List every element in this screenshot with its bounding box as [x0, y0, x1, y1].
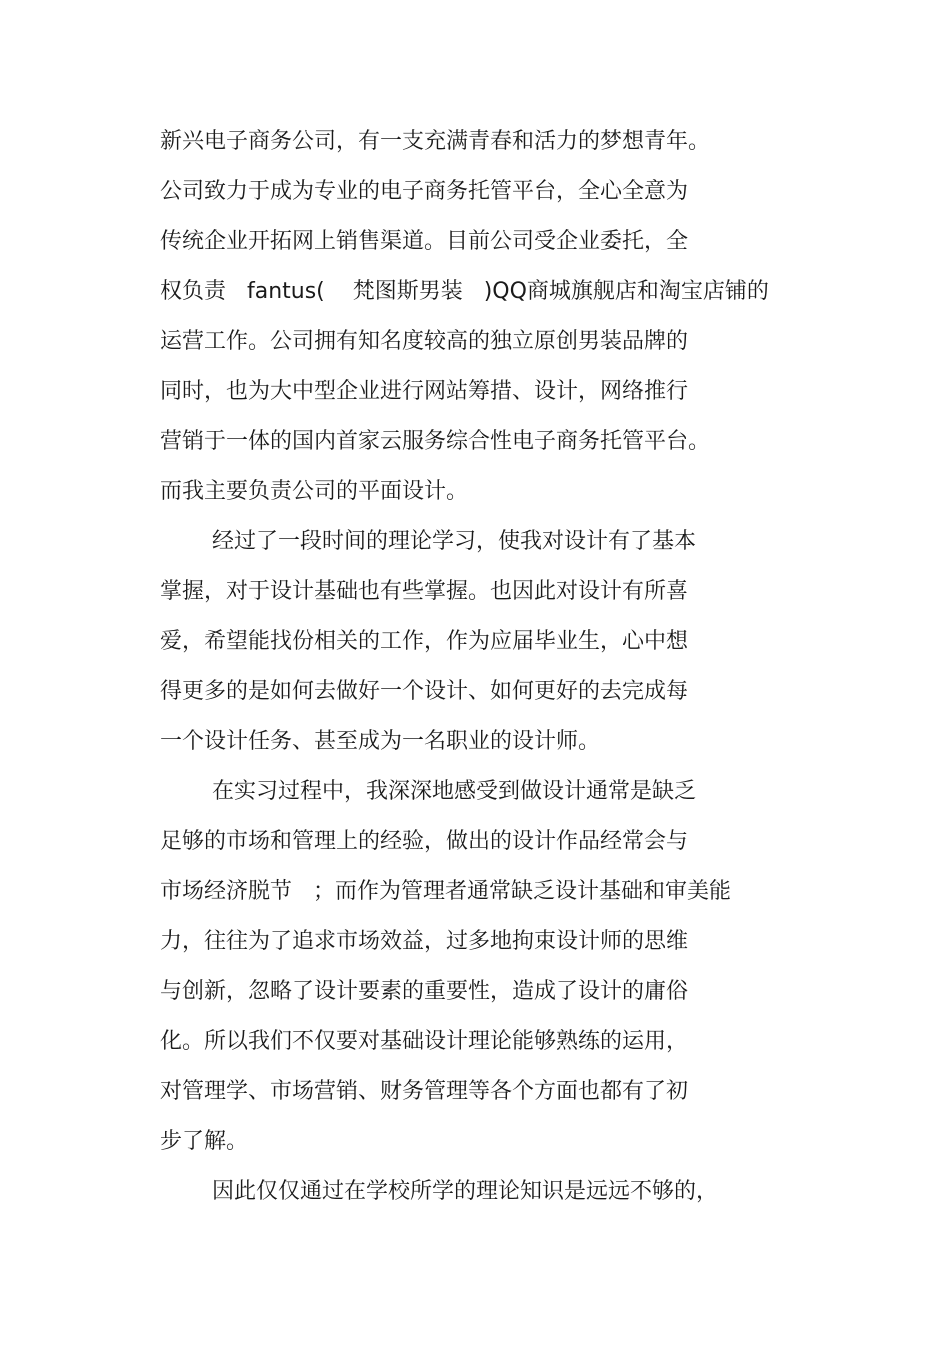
text-line: 因此仅仅通过在学校所学的理论知识是远远不够的，	[212, 1179, 719, 1204]
text-line: 运营工作。公司拥有知名度较高的独立原创男装品牌的	[160, 329, 689, 354]
text-line: 而我主要负责公司的平面设计。	[160, 479, 469, 504]
text-line: 一个设计任务、甚至成为一名职业的设计师。	[160, 729, 601, 754]
text-line: 传统企业开拓网上销售渠道。目前公司受企业委托，全	[160, 229, 689, 254]
text-line: 掌握，对于设计基础也有些掌握。也因此对设计有所喜	[160, 579, 689, 604]
text-line: 经过了一段时间的理论学习，使我对设计有了基本	[212, 529, 697, 554]
text-line: 爱，希望能找份相关的工作，作为应届毕业生，心中想	[160, 629, 689, 654]
text-line: 对管理学、市场营销、财务管理等各个方面也都有了初	[160, 1079, 689, 1104]
text-line: 同时，也为大中型企业进行网站筹措、设计，网络推行	[160, 379, 689, 404]
text-line: 权负责 fantus( 梵图斯男装 )QQ商城旗舰店和淘宝店铺的	[160, 279, 769, 304]
text-line: 得更多的是如何去做好一个设计、如何更好的去完成每	[160, 679, 689, 704]
text-line: 力，往往为了追求市场效益，过多地拘束设计师的思维	[160, 929, 689, 954]
text-line: 与创新，忽略了设计要素的重要性，造成了设计的庸俗	[160, 979, 689, 1004]
text-line: 营销于一体的国内首家云服务综合性电子商务托管平台。	[160, 429, 711, 454]
text-line: 公司致力于成为专业的电子商务托管平台，全心全意为	[160, 179, 689, 204]
text-line: 在实习过程中，我深深地感受到做设计通常是缺乏	[212, 779, 697, 804]
text-line: 新兴电子商务公司，有一支充满青春和活力的梦想青年。	[160, 129, 711, 154]
text-line: 化。所以我们不仅要对基础设计理论能够熟练的运用，	[160, 1029, 689, 1054]
text-line: 步了解。	[160, 1129, 249, 1154]
text-line: 市场经济脱节 ；而作为管理者通常缺乏设计基础和审美能	[160, 879, 731, 904]
text-line: 足够的市场和管理上的经验，做出的设计作品经常会与	[160, 829, 689, 854]
